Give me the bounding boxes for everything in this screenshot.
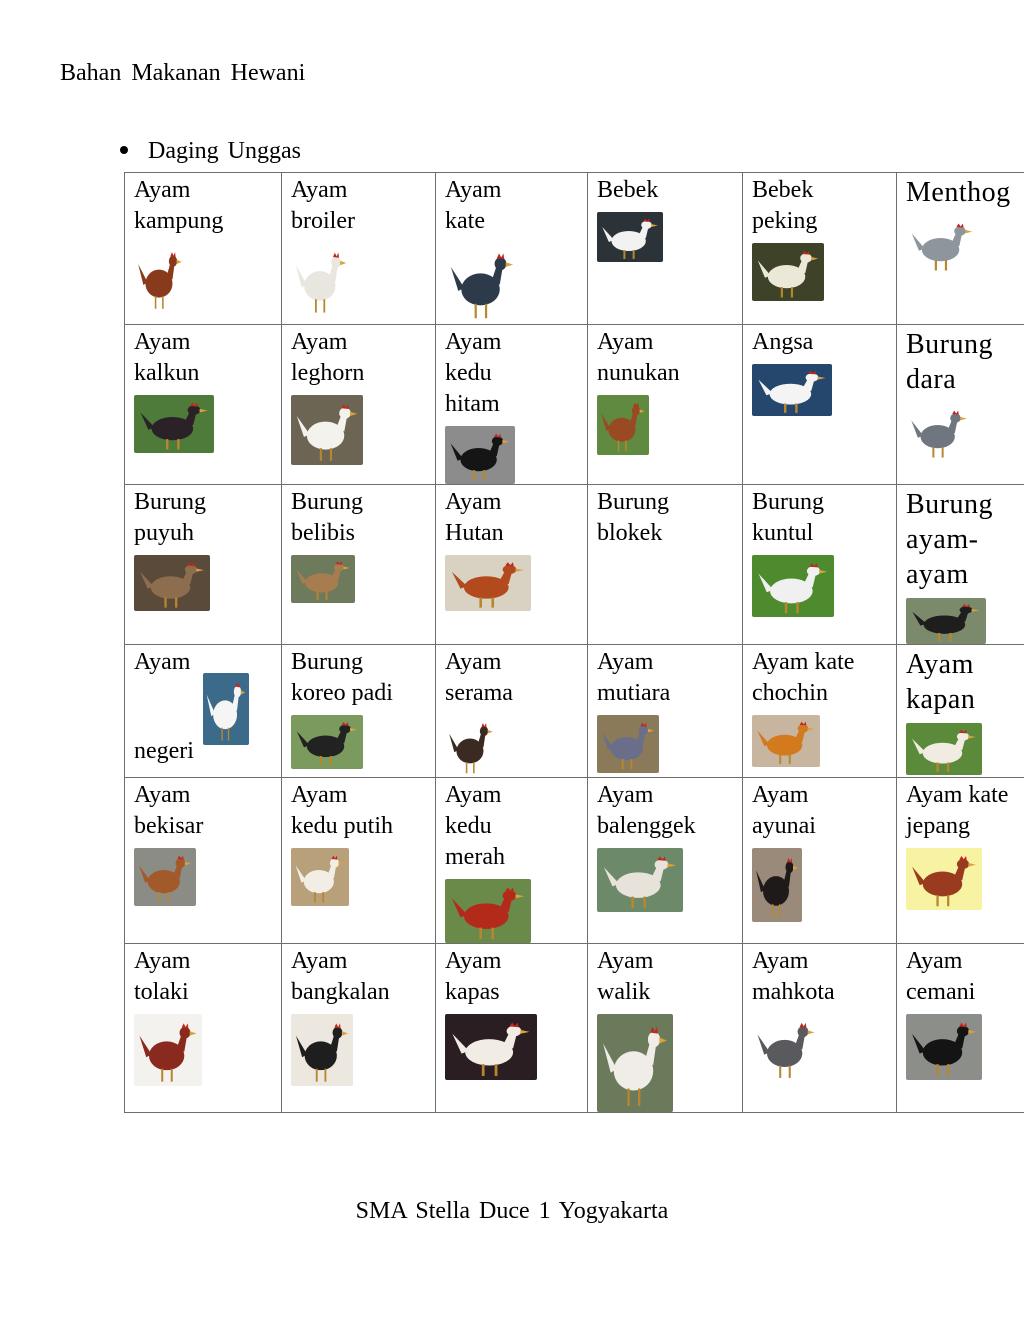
table-cell — [897, 485, 1024, 645]
bird-name: Ayam mahkota — [752, 948, 835, 1005]
table-cell — [282, 173, 436, 325]
bird-name: Ayam kapan — [906, 649, 976, 715]
table-cell — [125, 485, 282, 645]
rooster-photo — [906, 848, 982, 910]
table-cell — [282, 944, 436, 1113]
section-label: Daging Unggas — [148, 138, 301, 164]
table-row — [125, 325, 1024, 485]
page-footer: SMA Stella Duce 1 Yogyakarta — [355, 1198, 669, 1224]
bird-name: Burung kuntul — [752, 489, 824, 546]
bird-name: Ayam nunukan — [597, 329, 680, 386]
muscovy-duck-photo — [906, 216, 978, 274]
chicken-photo — [752, 848, 802, 922]
bird-name: Ayam mutiara — [597, 649, 671, 706]
bird-name: Burung belibis — [291, 489, 363, 546]
table-cell — [282, 778, 436, 944]
egret-photo — [752, 555, 834, 617]
bird-name: Ayam kalkun — [134, 329, 200, 386]
bird-name: Ayam kate jepang — [906, 782, 1009, 839]
rooster-photo — [445, 715, 497, 777]
table-cell — [436, 778, 588, 944]
poultry-table — [124, 172, 1024, 1113]
bird-name: Burung blokek — [597, 489, 669, 546]
chicken-photo — [291, 243, 351, 317]
table-cell — [743, 944, 897, 1113]
table-cell — [125, 778, 282, 944]
table-cell — [897, 944, 1024, 1113]
bird-name: Burung puyuh — [134, 489, 206, 546]
black-chicken-photo — [445, 426, 515, 484]
section-bullet — [120, 138, 301, 165]
table-cell — [282, 645, 436, 778]
table-row — [125, 778, 1024, 944]
bird-name: Bebek — [597, 177, 659, 203]
rooster-photo — [291, 1014, 353, 1086]
bird-name: Ayam Hutan — [445, 489, 504, 546]
bullet-icon — [120, 146, 128, 154]
table-cell — [282, 485, 436, 645]
page-title: Bahan Makanan Hewani — [60, 60, 306, 86]
table-cell — [436, 173, 588, 325]
guineafowl-photo — [597, 715, 659, 773]
table-cell — [436, 485, 588, 645]
table-row — [125, 485, 1024, 645]
bird-name: Ayam kedu putih — [291, 782, 393, 839]
chicken-photo — [134, 243, 186, 313]
duck-photo — [597, 212, 663, 262]
bird-name: Ayam kampung — [134, 177, 224, 234]
chicken-photo — [597, 395, 649, 455]
bird-name: Ayam broiler — [291, 177, 355, 234]
bird-name: Ayam ayunai — [752, 782, 816, 839]
turkey-photo — [134, 395, 214, 453]
table-cell — [743, 645, 897, 778]
bird-name: Angsa — [752, 329, 814, 355]
rooster-photo — [752, 715, 820, 767]
swan-photo — [752, 364, 832, 416]
bird-name: Ayam tolaki — [134, 948, 191, 1005]
bird-name: Ayam kedu hitam — [445, 329, 502, 417]
rooster-photo — [445, 879, 531, 943]
table-cell — [436, 325, 588, 485]
frizzle-chicken-photo — [597, 1014, 673, 1112]
table-cell — [588, 325, 743, 485]
rooster-photo — [134, 848, 196, 906]
table-cell — [436, 944, 588, 1113]
table-row — [125, 944, 1024, 1113]
bird-name: Ayam — [134, 649, 191, 675]
bird-name: Ayam bekisar — [134, 782, 204, 839]
table-cell — [282, 325, 436, 485]
moorhen-photo — [906, 598, 986, 644]
bird-name: Ayam kate — [445, 177, 502, 234]
bird-name: Ayam walik — [597, 948, 654, 1005]
chicken-photo — [291, 395, 363, 465]
bird-name: Ayam serama — [445, 649, 513, 706]
table-row — [125, 645, 1024, 778]
bird-name: Burung dara — [906, 329, 993, 395]
bird-name: Menthog — [906, 177, 1011, 208]
bird-name: Bebek peking — [752, 177, 818, 234]
rooster-photo — [134, 1014, 202, 1086]
table-cell — [588, 173, 743, 325]
bird-name-suffix: negeri — [134, 738, 194, 764]
bird-name: Burung koreo padi — [291, 649, 393, 706]
rooster-photo — [445, 243, 519, 323]
chicken-photo — [291, 848, 349, 906]
bird-name: Ayam kedu merah — [445, 782, 505, 870]
black-chicken-photo — [906, 1014, 982, 1080]
chicken-photo — [906, 723, 982, 775]
table-cell — [125, 173, 282, 325]
rooster-photo — [752, 1014, 820, 1082]
bird-name: Ayam kate chochin — [752, 649, 855, 706]
table-cell — [743, 778, 897, 944]
table-cell — [588, 645, 743, 778]
duck-photo — [291, 555, 355, 603]
bird-name: Ayam leghorn — [291, 329, 365, 386]
bird-name: Ayam balenggek — [597, 782, 696, 839]
table-cell — [588, 944, 743, 1113]
table-cell — [436, 645, 588, 778]
duck-photo — [752, 243, 824, 301]
table-cell — [125, 325, 282, 485]
bird-name: Ayam cemani — [906, 948, 976, 1005]
waterhen-photo — [291, 715, 363, 769]
table-cell — [897, 645, 1024, 778]
table-cell — [743, 173, 897, 325]
bird-name: Ayam kapas — [445, 948, 502, 1005]
silkie-photo — [445, 1014, 537, 1080]
table-cell — [588, 485, 743, 645]
table-cell — [743, 325, 897, 485]
junglefowl-photo — [445, 555, 531, 611]
table-cell — [125, 645, 282, 778]
quail-photo — [134, 555, 210, 611]
table-cell — [897, 778, 1024, 944]
bird-name: Ayam bangkalan — [291, 948, 390, 1005]
table-cell — [897, 325, 1024, 485]
chicken-photo — [203, 673, 249, 745]
rooster-photo — [597, 848, 683, 912]
table-cell — [125, 944, 282, 1113]
table-cell — [743, 485, 897, 645]
bird-name: Burung ayam- ayam — [906, 489, 993, 590]
table-cell — [588, 778, 743, 944]
table-cell — [897, 173, 1024, 325]
table-row — [125, 173, 1024, 325]
pigeon-photo — [906, 403, 972, 461]
